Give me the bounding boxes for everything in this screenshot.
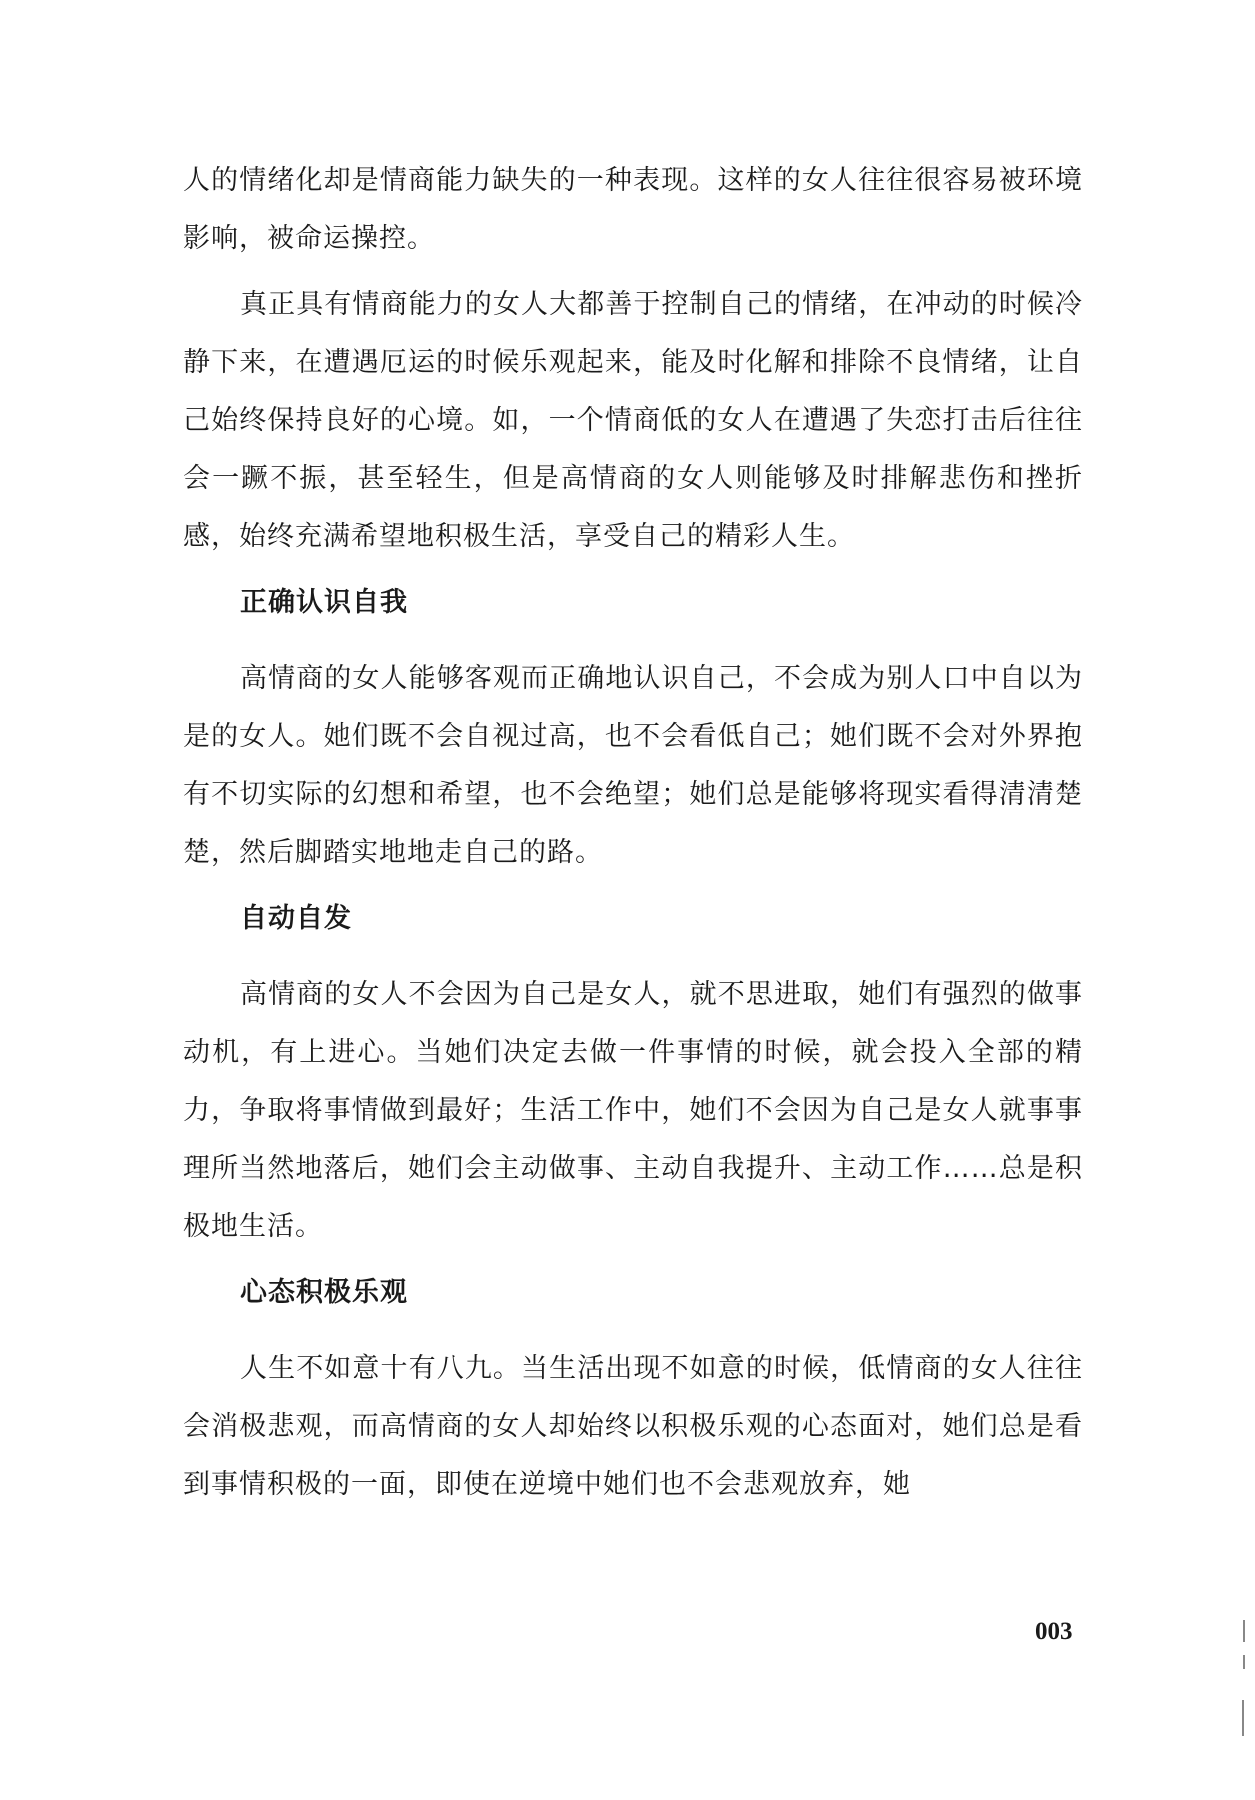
section-heading-positive-attitude: 心态积极乐观 — [240, 1277, 408, 1308]
section-heading-self-motivation: 自动自发 — [240, 903, 352, 934]
scan-artifact — [1243, 1655, 1245, 1669]
scan-artifact — [1242, 1700, 1244, 1736]
body-text — [183, 152, 1083, 1522]
paragraph-positive-attitude: 人生不如意十有八九。当生活出现不如意的时候，低情商的女人往往会消极悲观，而高情商的女人却始终以积极乐观的心态面对，她们总是看到事情积极的一面，即使在逆境中她们也不会悲观放弃，她 — [183, 1353, 1083, 1500]
paragraph-emotion-control: 真正具有情商能力的女人大都善于控制自己的情绪，在冲动的时候冷静下来，在遭遇厄运的时候乐观起来，能及时化解和排除不良情绪，让自己始终保持良好的心境。如，一个情商低的女人在遭遇了失恋打击后往往会一蹶不振，甚至轻生，但是高情商的女人则能够及时排解悲伤和挫折感，始终充满希望地积极生活，享受自己的精彩人生。 — [183, 289, 1083, 552]
paragraph-self-motivation: 高情商的女人不会因为自己是女人，就不思进取，她们有强烈的做事动机，有上进心。当她们决定去做一件事情的时候，就会投入全部的精力，争取将事情做到最好；生活工作中，她们不会因为自己是女人就事事理所当然地落后，她们会主动做事、主动自我提升、主动工作……总是积极地生活。 — [183, 979, 1083, 1242]
page-number: 003 — [1035, 1618, 1073, 1645]
section-heading-self-awareness: 正确认识自我 — [240, 587, 408, 618]
paragraph-continued: 人的情绪化却是情商能力缺失的一种表现。这样的女人往往很容易被环境影响，被命运操控。 — [183, 165, 1083, 254]
scan-artifact — [1243, 1620, 1245, 1642]
paragraph-self-awareness: 高情商的女人能够客观而正确地认识自己，不会成为别人口中自以为是的女人。她们既不会自视过高，也不会看低自己；她们既不会对外界抱有不切实际的幻想和希望，也不会绝望；她们总是能够将现实看得清清楚楚，然后脚踏实地地走自己的路。 — [183, 663, 1083, 868]
